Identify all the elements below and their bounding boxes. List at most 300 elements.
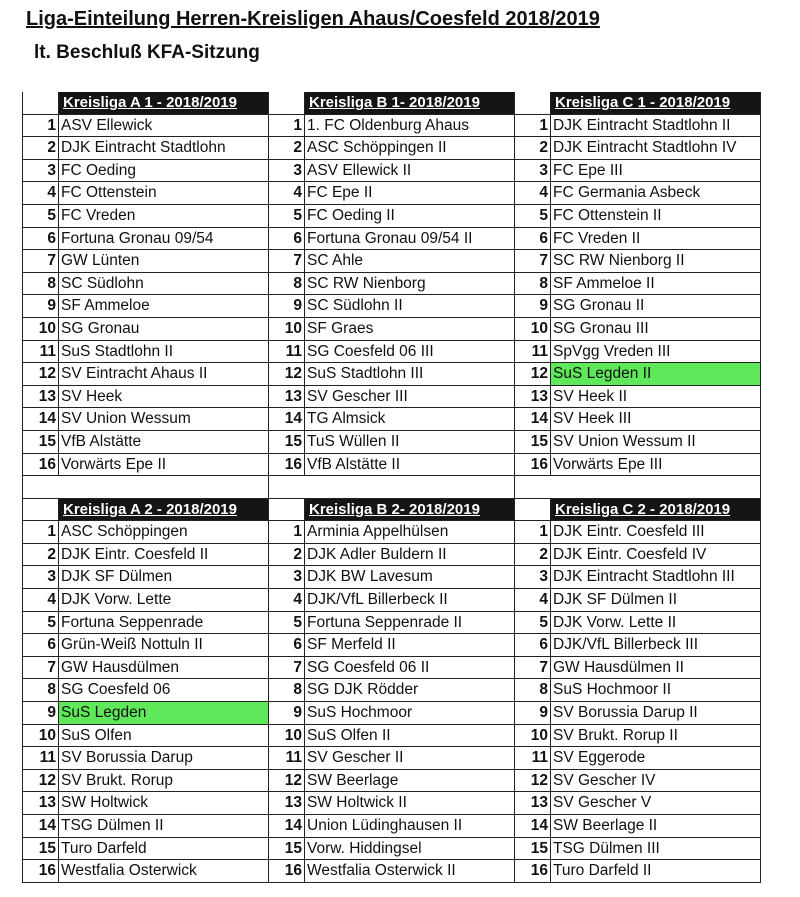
team-name: SG Gronau xyxy=(59,318,269,341)
table-cell-group xyxy=(515,341,761,364)
team-name: GW Hausdülmen xyxy=(59,657,269,680)
table-cell-group xyxy=(269,521,515,544)
team-name: DJK Adler Buldern II xyxy=(305,544,515,567)
rank-number: 1 xyxy=(269,115,305,138)
team-name: SV Borussia Darup II xyxy=(551,702,761,725)
table-cell-group xyxy=(269,386,515,409)
team-name: SuS Olfen II xyxy=(305,725,515,748)
table-cell-group xyxy=(269,160,515,183)
table-cell-group xyxy=(269,770,515,793)
table-cell-group xyxy=(269,318,515,341)
table-row xyxy=(23,792,761,815)
rank-number: 4 xyxy=(515,589,551,612)
team-name: DJK Eintracht Stadtlohn xyxy=(59,137,269,160)
rank-number: 2 xyxy=(269,544,305,567)
league-header: Kreisliga B 1- 2018/2019 xyxy=(305,92,515,115)
team-name: SV Heek II xyxy=(551,386,761,409)
rank-number: 14 xyxy=(269,815,305,838)
rank-number: 4 xyxy=(269,182,305,205)
rank-number: 13 xyxy=(23,386,59,409)
rank-number: 11 xyxy=(269,747,305,770)
rank-number: 15 xyxy=(269,838,305,861)
rank-number: 3 xyxy=(515,160,551,183)
rank-number: 15 xyxy=(515,431,551,454)
team-name: SW Beerlage xyxy=(305,770,515,793)
table-cell-group xyxy=(269,205,515,228)
table-cell-group xyxy=(269,860,515,883)
rank-number: 7 xyxy=(269,657,305,680)
table-cell-group xyxy=(269,634,515,657)
table-row xyxy=(23,521,761,544)
team-name: DJK Eintracht Stadtlohn IV xyxy=(551,137,761,160)
team-name: SuS Stadtlohn II xyxy=(59,341,269,364)
team-name: VfB Alstätte II xyxy=(305,454,515,477)
table-row xyxy=(23,612,761,635)
team-name: SC RW Nienborg xyxy=(305,273,515,296)
team-name: ASC Schöppingen xyxy=(59,521,269,544)
team-name: TSG Dülmen III xyxy=(551,838,761,861)
table-cell-group xyxy=(269,295,515,318)
table-row xyxy=(23,273,761,296)
rank-number: 14 xyxy=(515,408,551,431)
rank-number: 5 xyxy=(23,612,59,635)
team-name: SuS Legden xyxy=(59,702,269,725)
league-header-row xyxy=(23,499,761,522)
league-header: Kreisliga A 2 - 2018/2019 xyxy=(59,499,269,522)
team-name: 1. FC Oldenburg Ahaus xyxy=(305,115,515,138)
table-cell-group xyxy=(515,634,761,657)
table-cell-group xyxy=(269,679,515,702)
table-cell-group xyxy=(269,273,515,296)
rank-number: 16 xyxy=(515,454,551,477)
team-name: SV Heek III xyxy=(551,408,761,431)
table-cell-group xyxy=(23,160,269,183)
table-cell-group xyxy=(23,838,269,861)
rank-number: 2 xyxy=(23,544,59,567)
rank-number: 7 xyxy=(515,657,551,680)
table-row xyxy=(23,838,761,861)
table-cell-group xyxy=(23,770,269,793)
table-cell-group xyxy=(515,250,761,273)
team-name: DJK/VfL Billerbeck II xyxy=(305,589,515,612)
rank-number: 6 xyxy=(269,228,305,251)
table-cell-group xyxy=(515,386,761,409)
team-name: Arminia Appelhülsen xyxy=(305,521,515,544)
team-name: SpVgg Vreden III xyxy=(551,341,761,364)
table-cell-group xyxy=(269,115,515,138)
league-header-row xyxy=(23,92,761,115)
team-name: Turo Darfeld xyxy=(59,838,269,861)
team-name: Vorwärts Epe III xyxy=(551,454,761,477)
team-name: DJK Eintracht Stadtlohn II xyxy=(551,115,761,138)
team-name: ASV Ellewick II xyxy=(305,160,515,183)
table-cell-group xyxy=(515,521,761,544)
table-row xyxy=(23,363,761,386)
league-header-col xyxy=(269,499,515,522)
table-cell-group xyxy=(515,860,761,883)
table-cell-group xyxy=(515,295,761,318)
team-name: SF Ammeloe II xyxy=(551,273,761,296)
table-cell-group xyxy=(269,815,515,838)
rank-number: 15 xyxy=(23,431,59,454)
rank-number: 3 xyxy=(515,566,551,589)
table-cell-group xyxy=(23,521,269,544)
rank-number: 4 xyxy=(515,182,551,205)
rank-number: 10 xyxy=(515,318,551,341)
rank-number: 7 xyxy=(23,657,59,680)
rank-number: 9 xyxy=(23,702,59,725)
table-cell-group xyxy=(515,273,761,296)
rank-number: 2 xyxy=(515,544,551,567)
table-cell-group xyxy=(515,838,761,861)
table-cell-group xyxy=(23,363,269,386)
table-cell-group xyxy=(515,454,761,477)
table-row xyxy=(23,679,761,702)
table-cell-group xyxy=(23,589,269,612)
team-name: SV Brukt. Rorup II xyxy=(551,725,761,748)
table-cell-group xyxy=(23,544,269,567)
team-name: TuS Wüllen II xyxy=(305,431,515,454)
team-name: Union Lüdinghausen II xyxy=(305,815,515,838)
rank-number: 1 xyxy=(515,115,551,138)
table-cell-group xyxy=(515,205,761,228)
rank-number: 2 xyxy=(23,137,59,160)
table-row xyxy=(23,341,761,364)
table-cell-group xyxy=(23,702,269,725)
rank-number: 6 xyxy=(269,634,305,657)
rank-number: 12 xyxy=(515,363,551,386)
rank-number: 5 xyxy=(269,205,305,228)
rank-number: 7 xyxy=(269,250,305,273)
team-name: VfB Alstätte xyxy=(59,431,269,454)
team-name: SF Graes xyxy=(305,318,515,341)
table-cell-group xyxy=(23,747,269,770)
rank-number: 8 xyxy=(515,273,551,296)
team-name: FC Epe III xyxy=(551,160,761,183)
rank-number: 1 xyxy=(23,521,59,544)
header-num-cell xyxy=(515,499,551,522)
team-name: SV Brukt. Rorup xyxy=(59,770,269,793)
rank-number: 16 xyxy=(23,454,59,477)
table-row xyxy=(23,589,761,612)
team-name: TSG Dülmen II xyxy=(59,815,269,838)
team-name: SV Union Wessum xyxy=(59,408,269,431)
rank-number: 6 xyxy=(23,634,59,657)
rank-number: 2 xyxy=(515,137,551,160)
rank-number: 13 xyxy=(269,792,305,815)
team-name: SG Coesfeld 06 xyxy=(59,679,269,702)
league-header-col xyxy=(269,92,515,115)
table-cell-group xyxy=(23,566,269,589)
team-name: Fortuna Seppenrade II xyxy=(305,612,515,635)
table-cell-group xyxy=(269,566,515,589)
table-cell-group xyxy=(515,137,761,160)
team-name: FC Oeding xyxy=(59,160,269,183)
league-header-col xyxy=(515,499,761,522)
table-row xyxy=(23,182,761,205)
table-cell-group xyxy=(23,634,269,657)
rank-number: 10 xyxy=(23,725,59,748)
team-name: SG Coesfeld 06 III xyxy=(305,341,515,364)
rank-number: 8 xyxy=(23,679,59,702)
table-cell-group xyxy=(23,657,269,680)
rank-number: 6 xyxy=(23,228,59,251)
table-cell-group xyxy=(23,386,269,409)
table-cell-group xyxy=(515,160,761,183)
rank-number: 16 xyxy=(269,860,305,883)
rank-number: 13 xyxy=(515,792,551,815)
rank-number: 8 xyxy=(269,679,305,702)
rank-number: 13 xyxy=(23,792,59,815)
table-row xyxy=(23,386,761,409)
team-name: SG Coesfeld 06 II xyxy=(305,657,515,680)
table-cell-group xyxy=(269,363,515,386)
table-row xyxy=(23,860,761,883)
table-cell-group xyxy=(23,792,269,815)
rank-number: 11 xyxy=(23,747,59,770)
rank-number: 9 xyxy=(515,295,551,318)
table-cell-group xyxy=(269,589,515,612)
table-cell-group xyxy=(23,318,269,341)
table-cell-group xyxy=(23,431,269,454)
league-header-col xyxy=(515,92,761,115)
rank-number: 11 xyxy=(269,341,305,364)
team-name: SV Eggerode xyxy=(551,747,761,770)
table-row xyxy=(23,408,761,431)
rank-number: 3 xyxy=(23,566,59,589)
team-name: DJK SF Dülmen II xyxy=(551,589,761,612)
table-row xyxy=(23,566,761,589)
team-name: FC Oeding II xyxy=(305,205,515,228)
table-cell-group xyxy=(515,182,761,205)
team-name: ASV Ellewick xyxy=(59,115,269,138)
rank-number: 5 xyxy=(23,205,59,228)
table-cell-group xyxy=(23,725,269,748)
page-subtitle: lt. Beschluß KFA-Sitzung xyxy=(34,42,260,63)
table-cell-group xyxy=(269,702,515,725)
team-name: GW Lünten xyxy=(59,250,269,273)
rank-number: 10 xyxy=(269,725,305,748)
table-cell-group xyxy=(269,544,515,567)
table-cell-group xyxy=(515,431,761,454)
table-cell-group xyxy=(515,589,761,612)
table-cell-group xyxy=(23,815,269,838)
team-name: SF Ammeloe xyxy=(59,295,269,318)
team-name: SG DJK Rödder xyxy=(305,679,515,702)
table-cell-group xyxy=(515,770,761,793)
table-row xyxy=(23,318,761,341)
rank-number: 2 xyxy=(269,137,305,160)
header-num-cell xyxy=(23,92,59,115)
rank-number: 12 xyxy=(23,363,59,386)
rank-number: 6 xyxy=(515,634,551,657)
rank-number: 5 xyxy=(515,612,551,635)
rank-number: 10 xyxy=(515,725,551,748)
team-name: SV Gescher IV xyxy=(551,770,761,793)
team-name: FC Vreden II xyxy=(551,228,761,251)
table-cell-group xyxy=(269,792,515,815)
table-cell-group xyxy=(269,725,515,748)
team-name: Westfalia Osterwick xyxy=(59,860,269,883)
table-cell-group xyxy=(23,679,269,702)
team-name: SW Holtwick II xyxy=(305,792,515,815)
team-name: SuS Hochmoor xyxy=(305,702,515,725)
team-name: DJK BW Lavesum xyxy=(305,566,515,589)
table-cell-group xyxy=(515,228,761,251)
team-name: ASC Schöppingen II xyxy=(305,137,515,160)
table-cell-group xyxy=(23,612,269,635)
rank-number: 7 xyxy=(23,250,59,273)
team-name: DJK Vorw. Lette II xyxy=(551,612,761,635)
table-cell-group xyxy=(269,838,515,861)
rank-number: 15 xyxy=(23,838,59,861)
rank-number: 14 xyxy=(23,815,59,838)
table-cell-group xyxy=(269,250,515,273)
rank-number: 12 xyxy=(23,770,59,793)
team-name: FC Ottenstein II xyxy=(551,205,761,228)
rank-number: 16 xyxy=(23,860,59,883)
rank-number: 4 xyxy=(269,589,305,612)
table-cell-group xyxy=(269,228,515,251)
league-header: Kreisliga C 2 - 2018/2019 xyxy=(551,499,761,522)
rank-number: 14 xyxy=(23,408,59,431)
table-cell-group xyxy=(23,860,269,883)
table-cell-group xyxy=(269,137,515,160)
team-name: DJK Vorw. Lette xyxy=(59,589,269,612)
team-name: SuS Stadtlohn III xyxy=(305,363,515,386)
rank-number: 5 xyxy=(515,205,551,228)
rank-number: 1 xyxy=(269,521,305,544)
league-header: Kreisliga B 2- 2018/2019 xyxy=(305,499,515,522)
rank-number: 8 xyxy=(23,273,59,296)
rank-number: 15 xyxy=(515,838,551,861)
table-cell-group xyxy=(269,612,515,635)
team-name: SV Union Wessum II xyxy=(551,431,761,454)
table-cell-group xyxy=(515,747,761,770)
table-cell-group xyxy=(515,566,761,589)
table-row xyxy=(23,544,761,567)
rank-number: 14 xyxy=(515,815,551,838)
team-name: SV Gescher III xyxy=(305,386,515,409)
league-header: Kreisliga C 1 - 2018/2019 xyxy=(551,92,761,115)
rank-number: 3 xyxy=(269,160,305,183)
rank-number: 13 xyxy=(515,386,551,409)
rank-number: 4 xyxy=(23,182,59,205)
table-row xyxy=(23,431,761,454)
rank-number: 4 xyxy=(23,589,59,612)
rank-number: 8 xyxy=(269,273,305,296)
table-cell-group xyxy=(269,454,515,477)
table-row xyxy=(23,205,761,228)
table-cell-group xyxy=(515,544,761,567)
table-cell-group xyxy=(515,792,761,815)
table-cell-group xyxy=(515,657,761,680)
team-name: SV Gescher V xyxy=(551,792,761,815)
table-cell-group xyxy=(269,182,515,205)
team-name: SG Gronau III xyxy=(551,318,761,341)
team-name: SV Eintracht Ahaus II xyxy=(59,363,269,386)
team-name: Vorwärts Epe II xyxy=(59,454,269,477)
page-title: Liga-Einteilung Herren-Kreisligen Ahaus/Coesfeld 2018/2019 xyxy=(26,8,600,30)
table-cell-group xyxy=(23,454,269,477)
rank-number: 15 xyxy=(269,431,305,454)
team-name: DJK Eintr. Coesfeld II xyxy=(59,544,269,567)
table-cell-group xyxy=(515,363,761,386)
team-name: SC Ahle xyxy=(305,250,515,273)
table-row xyxy=(23,747,761,770)
table-cell-group xyxy=(515,612,761,635)
team-name: DJK SF Dülmen xyxy=(59,566,269,589)
table-row xyxy=(23,228,761,251)
table-cell-group xyxy=(23,115,269,138)
table-cell-group xyxy=(23,250,269,273)
table-cell-group xyxy=(23,408,269,431)
table-row xyxy=(23,250,761,273)
table-row xyxy=(23,160,761,183)
team-name: FC Ottenstein xyxy=(59,182,269,205)
team-name: DJK Eintr. Coesfeld III xyxy=(551,521,761,544)
table-row xyxy=(23,702,761,725)
team-name: SuS Legden II xyxy=(551,363,761,386)
team-name: SC Südlohn xyxy=(59,273,269,296)
header-num-cell xyxy=(515,92,551,115)
team-name: DJK Eintr. Coesfeld IV xyxy=(551,544,761,567)
spacer-row xyxy=(23,476,761,499)
header-num-cell xyxy=(23,499,59,522)
league-header: Kreisliga A 1 - 2018/2019 xyxy=(59,92,269,115)
table-row xyxy=(23,454,761,477)
table-cell-group xyxy=(515,679,761,702)
rank-number: 12 xyxy=(515,770,551,793)
blank-cell xyxy=(23,476,269,499)
blank-cell xyxy=(515,476,761,499)
table-cell-group xyxy=(269,431,515,454)
blank-cell xyxy=(269,476,515,499)
rank-number: 9 xyxy=(269,702,305,725)
rank-number: 1 xyxy=(515,521,551,544)
team-name: SV Borussia Darup xyxy=(59,747,269,770)
rank-number: 14 xyxy=(269,408,305,431)
rank-number: 9 xyxy=(23,295,59,318)
rank-number: 12 xyxy=(269,770,305,793)
team-name: Grün-Weiß Nottuln II xyxy=(59,634,269,657)
rank-number: 10 xyxy=(23,318,59,341)
team-name: SV Heek xyxy=(59,386,269,409)
team-name: FC Vreden xyxy=(59,205,269,228)
rank-number: 6 xyxy=(515,228,551,251)
league-header-col xyxy=(23,92,269,115)
rank-number: 5 xyxy=(269,612,305,635)
table-row xyxy=(23,295,761,318)
team-name: SW Holtwick xyxy=(59,792,269,815)
team-name: SV Gescher II xyxy=(305,747,515,770)
team-name: FC Germania Asbeck xyxy=(551,182,761,205)
table-row xyxy=(23,137,761,160)
rank-number: 8 xyxy=(515,679,551,702)
rank-number: 16 xyxy=(515,860,551,883)
rank-number: 7 xyxy=(515,250,551,273)
rank-number: 13 xyxy=(269,386,305,409)
table-cell-group xyxy=(269,657,515,680)
table-row xyxy=(23,634,761,657)
table-cell-group xyxy=(269,408,515,431)
rank-number: 10 xyxy=(269,318,305,341)
table-row xyxy=(23,657,761,680)
header-num-cell xyxy=(269,499,305,522)
team-name: SF Merfeld II xyxy=(305,634,515,657)
table-row xyxy=(23,115,761,138)
table-cell-group xyxy=(23,341,269,364)
